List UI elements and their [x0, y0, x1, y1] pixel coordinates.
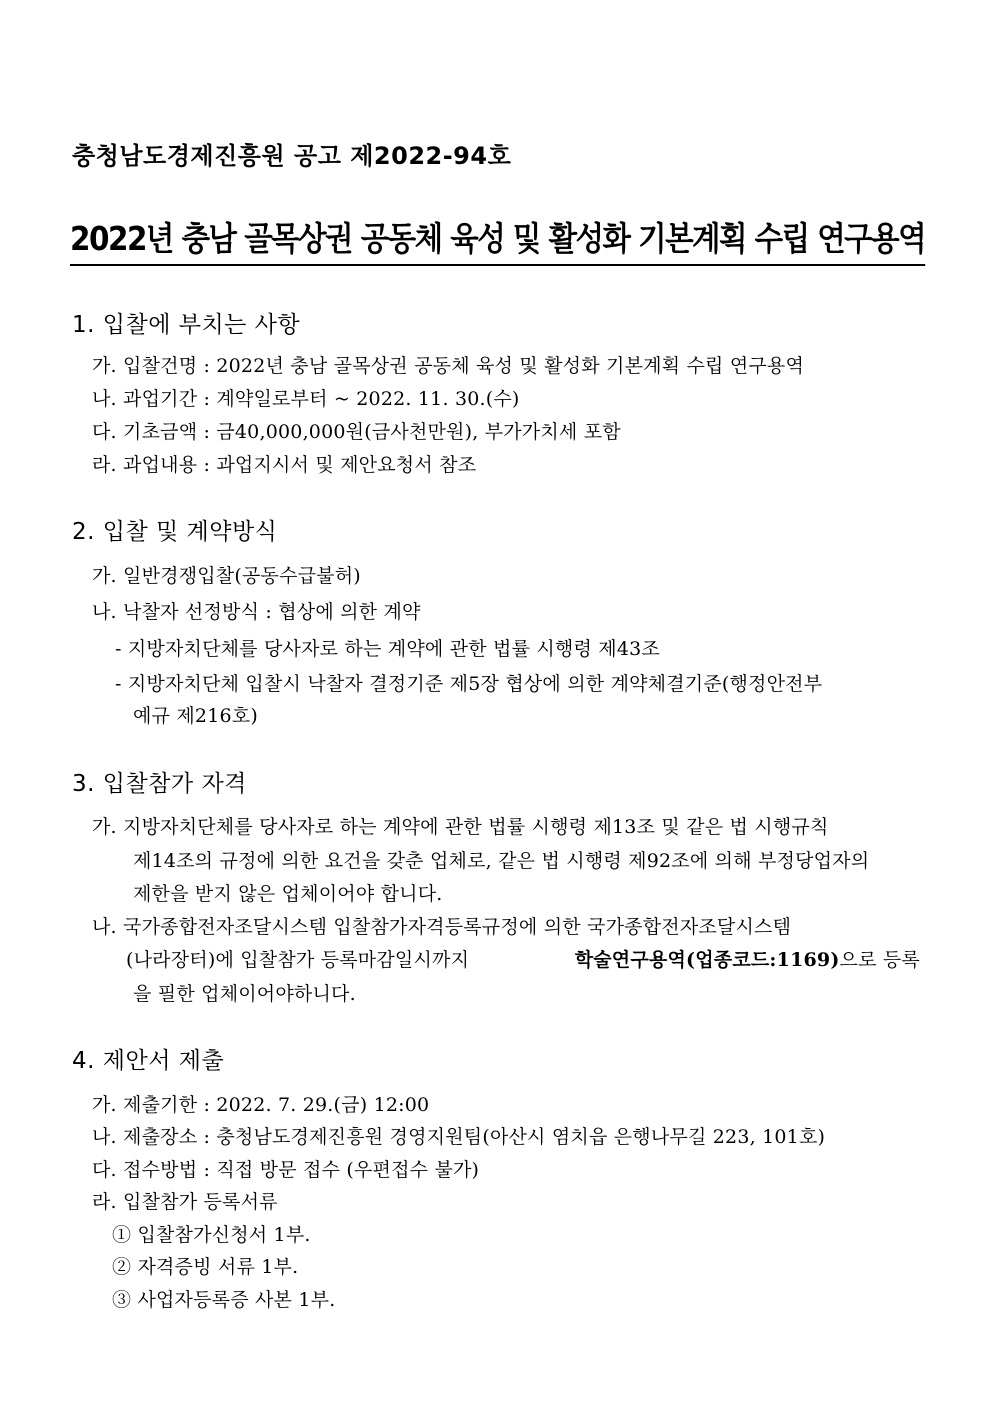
- section-4-heading: 4. 제안서 제출: [72, 1048, 225, 1074]
- section-1-item-b: 나. 과업기간 : 계약일로부터 ~ 2022. 11. 30.(수): [92, 388, 520, 410]
- notice-number: 충청남도경제진흥원 공고 제2022-94호: [72, 142, 512, 170]
- section-4-item-a: 가. 제출기한 : 2022. 7. 29.(금) 12:00: [92, 1094, 430, 1116]
- section-3-item-b-emphasis: 학술연구용역(업종코드:1169): [574, 949, 840, 971]
- section-2-subitem-2: - 지방자치단체 입찰시 낙찰자 결정기준 제5장 협상에 의한 계약체결기준(행정안전부: [115, 673, 823, 695]
- section-1-heading: 1. 입찰에 부치는 사항: [72, 312, 301, 338]
- section-1-item-d: 라. 과업내용 : 과업지시서 및 제안요청서 참조: [92, 454, 477, 476]
- section-2-item-a: 가. 일반경쟁입찰(공동수급불허): [92, 565, 361, 587]
- section-3-item-b-suffix: 으로 등록: [839, 949, 920, 971]
- section-3-item-a-line-1: 가. 지방자치단체를 당사자로 하는 계약에 관한 법률 시행령 제13조 및 같은 법 시행규칙: [92, 816, 829, 838]
- section-2-item-b: 나. 낙찰자 선정방식 : 협상에 의한 계약: [92, 601, 421, 623]
- section-4-doc-1: ① 입찰참가신청서 1부.: [112, 1224, 311, 1246]
- section-3-item-b-line-1: 나. 국가종합전자조달시스템 입찰참가자격등록규정에 의한 국가종합전자조달시스템: [92, 916, 792, 938]
- section-3-item-b-emphasis-wrap: [575, 945, 920, 972]
- section-2-heading: 2. 입찰 및 계약방식: [72, 519, 278, 545]
- section-1-item-a: 가. 입찰건명 : 2022년 충남 골목상권 공동체 육성 및 활성화 기본계획 수립 연구용역: [92, 355, 805, 377]
- section-3-item-b-text: (나라장터)에 입찰참가 등록마감일시까지: [126, 949, 470, 971]
- section-4-item-c: 다. 접수방법 : 직접 방문 접수 (우편접수 불가): [92, 1159, 480, 1181]
- section-1-item-c: 다. 기초금액 : 금40,000,000원(금사천만원), 부가가치세 포함: [92, 421, 621, 443]
- section-4-item-b: 나. 제출장소 : 충청남도경제진흥원 경영지원팀(아산시 염치읍 은행나무길 223, 101호): [92, 1126, 826, 1148]
- document-title: 2022년 충남 골목상권 공동체 육성 및 활성화 기본계획 수립 연구용역: [70, 216, 925, 266]
- section-3-heading: 3. 입찰참가 자격: [72, 771, 247, 797]
- section-3-item-b-line-2: [126, 945, 920, 972]
- section-4-item-d: 라. 입찰참가 등록서류: [92, 1191, 278, 1213]
- section-2-subitem-1: - 지방자치단체를 당사자로 하는 계약에 관한 법률 시행령 제43조: [115, 638, 660, 660]
- section-2-subitem-2-cont: 예규 제216호): [133, 705, 258, 727]
- section-3-item-a-line-3: 제한을 받지 않은 업체이어야 합니다.: [133, 883, 443, 905]
- section-3-item-b-line-3: 을 필한 업체이어야하니다.: [133, 983, 356, 1005]
- section-4-doc-3: ③ 사업자등록증 사본 1부.: [112, 1289, 336, 1311]
- section-3-item-a-line-2: 제14조의 규정에 의한 요건을 갖춘 업체로, 같은 법 시행령 제92조에 의해 부정당업자의: [133, 850, 870, 872]
- section-4-doc-2: ② 자격증빙 서류 1부.: [112, 1256, 299, 1278]
